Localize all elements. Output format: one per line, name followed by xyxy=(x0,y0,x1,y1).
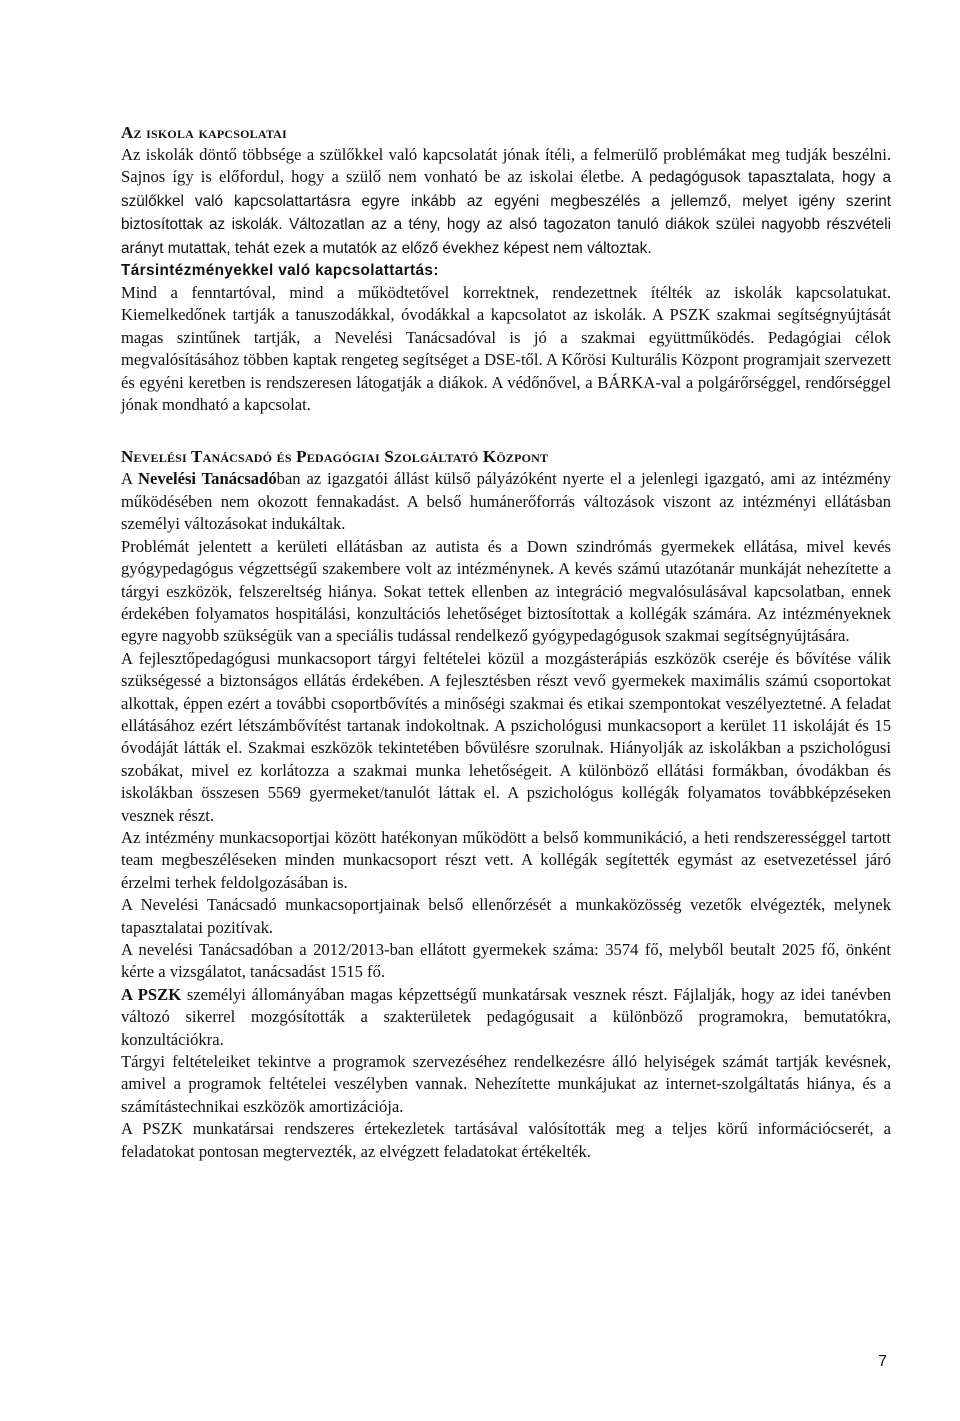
paragraph-development-group: A fejlesztőpedagógusi munkacsoport tárgyi feltételei közül a mozgásterápiás eszközök cseréje és bővítése válik szükségessé a biztonságos ellátás érdekében. A fejlesztésben részt vevő gyermekek maximális számú csoportokat alkottak, éppen ezért a további csoportbővítés a minőségi szakmai és etikai szempontokat veszélyeztetné. A feladat ellátásához ezért létszámbővítést tartanak indokoltnak. A pszichológusi munkacsoport a kerület 11 iskoláját és 15 óvodáját látták el. Szakmai eszközök tekintetében bővülésre szorulnak. Hiányolják az iskolákban a pszichológusi szobákat, mivel ez korlátozza a szakmai munka lehetőségeit. A különböző ellátási formákban, óvodákban és iskolákban összesen 5569 gyermeket/tanulót láttak el. A pszichológus kollégák folyamatos továbbképzéseken vesznek részt. xyxy=(121,648,891,825)
paragraph-pszk-staff-rest: személyi állományában magas képzettségű munkatársak vesznek részt. Fájlalják, hogy az idei tanévben változó sikerrel mozgósították a szakterületek pedagógusait a különböző programokra, bemutatókra, konzultációkra. xyxy=(121,984,891,1049)
paragraph-director-lead: A xyxy=(121,469,138,489)
paragraph-pszk-meetings: A PSZK munkatársai rendszeres értekezletek tartásával valósították meg a teljes körű információcserét, a feladatokat pontosan megtervezték, az elvégzett feladatokat értékelték. xyxy=(121,1119,891,1161)
paragraph-material-conditions: Tárgyi feltételeiket tekintve a programok szervezéséhez rendelkezésre álló helyiségek számát tartják kevésnek, amivel a programok feltételei veszélyben vannak. Nehezítette munkájukat az internet-szolgáltatás hiánya, és a számítástechnikai eszközök amortizációja. xyxy=(121,1052,891,1116)
paragraph-internal-audit: A Nevelési Tanácsadó munkacsoportjainak belső ellenőrzését a munkaközösség vezetők elvégezték, melynek tapasztalatai pozitívak. xyxy=(121,895,891,937)
paragraph-director xyxy=(121,468,891,535)
paragraph-pszk-staff-bold: A PSZK xyxy=(121,984,182,1004)
paragraph-pszk-staff xyxy=(121,984,891,1051)
paragraph-child-statistics: A nevelési Tanácsadóban a 2012/2013-ban ellátott gyermekek száma: 3574 fő, melyből beutalt 2025 fő, önként kérte a vizsgálatot, tanácsadást 1515 fő. xyxy=(121,940,891,982)
paragraph-director-bold: Nevelési Tanácsadó xyxy=(137,469,277,489)
section-gap xyxy=(121,416,891,446)
paragraph-internal-communication: Az intézmény munkacsoportjai között hatékonyan működött a belső kommunikáció, a heti rendszerességgel tartott team megbeszéléseken minden munkacsoport részt vett. A kollégák segítették egymást az esetvezetéssel járó érzelmi terhek feldolgozásában is. xyxy=(121,827,891,892)
paragraph-special-needs: Problémát jelentett a kerületi ellátásban az autista és a Down szindrómás gyermekek ellátása, mivel kevés gyógypedagógus végzettségű szakembere volt az intézménynek. A kevés számú utazótanár munkáját nehezítette a tárgyi eszközök, felszereltség hiánya. Sokat tettek ellenben az integráció megvalósulásával kapcsolatban, ennek érdekében folyamatos hospitálási, konzultációs lehetőséget biztosítottak a kollégák számára. Az intézményeknek egyre nagyobb szükségük van a speciális tudással rendelkező gyógypedagógusok szakmai segítségnyújtására. xyxy=(121,536,891,646)
paragraph-parent-relations-sans: pedagógusok tapasztalata, hogy a szülőkkel való kapcsolattartásra egyre inkább az egyéni megbeszélés a jellemző, melyet igény szerint biztosítottak az iskolák. Változatlan az a tény, hogy az alsó tagozaton tanuló diákok szülei nagyobb részvételi arányt mutattak, tehát ezek a mutatók az előző évekhez képest nem változtak. xyxy=(121,169,892,257)
section-heading-counselling-center: Nevelési Tanácsadó és Pedagógiai Szolgáltató Központ xyxy=(121,447,549,467)
paragraph-partner-institutions: Mind a fenntartóval, mind a működtetővel korrektnek, rendezettnek ítélték az iskolák kapcsolatukat. Kiemelkedőnek tartják a tanuszodákkal, óvodákkal a kapcsolatot az iskolák. A PSZK szakmai segítségnyújtását magas szintűnek tartják, a Nevelési Tanácsadóval is jó a szakmai együttműködés. Pedagógiai célok megvalósításához többen kaptak rengeteg segítséget a DSE-től. A Kőrösi Kulturális Központ programjait szervezett és egyéni keretben is rendszeresen látogatják a diákok. A védőnővel, a BÁRKA-val a polgárőrséggel, rendőrséggel jónak mondható a kapcsolat. xyxy=(121,283,891,415)
page-number: 7 xyxy=(878,1353,887,1370)
subheading-partner-institutions: Társintézményekkel való kapcsolattartás: xyxy=(121,262,439,280)
paragraph-director-rest: ban az igazgatói állást külső pályázóként nyerte el a jelenlegi igazgató, ami az intézmény működésében nem okozott fennakadást. A belső humánerőforrás változások viszont az intézményi ellátásban személyi változásokat indukáltak. xyxy=(121,469,891,534)
document-page xyxy=(121,122,891,1163)
section-heading-school-relations: Az iskola kapcsolatai xyxy=(121,123,287,142)
paragraph-parent-relations-serif: Az iskolák döntő többsége a szülőkkel való kapcsolatát jónak ítéli, a felmerülő problémákat meg tudják beszélni. Sajnos így is előfordul, hogy a szülő nem vonható be az iskolai életbe. A xyxy=(121,145,891,187)
paragraph-parent-relations xyxy=(121,144,891,260)
